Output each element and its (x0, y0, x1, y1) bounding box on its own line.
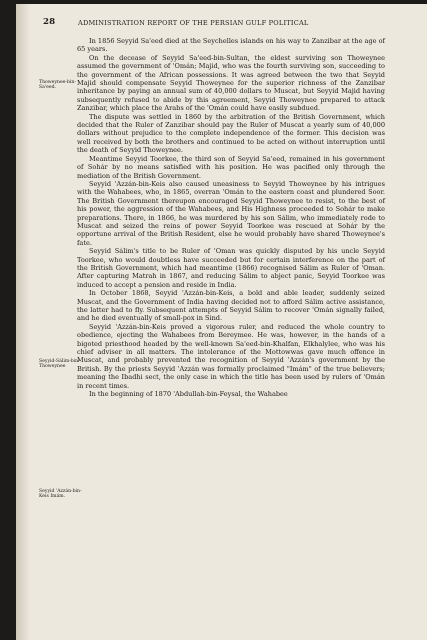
paragraph: In 1856 Seyyid Sa'eed died at the Seychelles islands on his way to Zanzibar at the age of 65 years. (77, 37, 385, 54)
paragraph: Seyyid 'Azzán-bin-Keis also caused uneasiness to Seyyid Thoweynee by his intrigues with the Wahabees, who, in 1865, overran 'Omán to the eastern coast and plundered Soor. The British Government thereupon encouraged Seyyid Thoweynee to resist, to the best of his power, the aggression of the Wahabees, and His Highness proceeded to Sohár to make preparations. There, in 1866, he was murdered by his son Sálim, who immediately rode to Muscat and seized the reins of power Seyyid Toorkee was rescued at Sohár by the opportune arrival of the British Resident, else he would probably have shared Thoweynee's fate. (77, 179, 385, 247)
margin-note: Thoweynee-bin-Sa'eed. (39, 80, 76, 91)
paragraph: In October 1868, Seyyid 'Azzán-bin-Keis, a bold and able leader, suddenly seized Muscat, and the Government of India having decided not to afford Sálim active assistance, the latter had to fly. Subsequent attempts of Seyyid Sálim to recover 'Omán signally failed, and he died eventually of small-pox in Sind. (77, 289, 385, 323)
margin-note: Seyyid-Sálim-bin-Thoweynee (39, 359, 80, 370)
document-page (16, 4, 427, 640)
paragraph: The dispute was settled in 1860 by the arbitration of the British Government, which decided that the Ruler of Zanzibar should pay the Ruler of Muscat a yearly sum of 40,000 dollars without prejudice to the complete independence of the former. This decision was well received by both the brothers and continued to be acted on without interruption until the death of Seyyid Thoweynee. (77, 112, 385, 155)
margin-note: Seyyid 'Azzán-bin-Keis Imám. (39, 489, 82, 500)
page-number: 28 (43, 17, 56, 27)
paragraph: Meantime Seyyid Toorkee, the third son of Seyyid Sa'eed, remained in his government of Sohár by no means satisfied with his position. He was pacified only through the mediation of the British Government. (77, 154, 385, 180)
paragraph: On the decease of Seyyid Sa'eed-bin-Sultan, the eldest surviving son Thoweynee assumed the government of 'Omán; Majid, who was the fourth surviving son, succeeding to the government of the African possessions. It was agreed between the two that Seyyid Majid should compensate Seyyid Thoweynee for the superior richness of the Zanzibar inheritance by paying an annual sum of 40,000 dollars to Muscat, but Seyyid Majid having subsequently refused to abide by this agreement, Seyyid Thoweynee prepared to attack Zanzibar, which place the Arabs of the 'Omán could have easily subdued. (77, 53, 385, 113)
running-title: ADMINISTRATION REPORT OF THE PERSIAN GULF POLITICAL (78, 19, 309, 27)
body-text (77, 37, 385, 398)
paragraph: Seyyid Sálim's title to be Ruler of 'Oman was quickly disputed by his uncle Seyyid Toorkee, who would doubtless have succeeded but for certain interference on the part of the British Government, which had meantime (1866) recognised Sálim as Ruler of 'Oman. After capturing Matrah in 1867, and reducing Sálim to abject panic, Seyyid Toorkee was induced to accept a pension and reside in India. (77, 247, 385, 289)
paragraph: Seyyid 'Azzán-bin-Keis proved a vigorous ruler, and reduced the whole country to obedience, ejecting the Wahabees from Bereymee. He was, however, in the hands of a bigoted priesthood headed by the well-known Sa'eed-bin-Khalfan, Elkhalylee, who was his chief adviser in all matters. The intolerance of the Mottowwas gave much offence in Muscat, and probably prevented the recognition of Seyyid 'Azzán's government by the British. By the priests Seyyid 'Azzán was formally proclaimed "Imám" of the true believers; meaning the Ibadhi sect, the only case in which the title has been used by rulers of 'Omán in recent times. (77, 322, 385, 390)
page-header (43, 18, 409, 32)
paragraph: In the beginning of 1870 'Abdullah-bin-Feysal, the Wahabee (89, 390, 288, 399)
